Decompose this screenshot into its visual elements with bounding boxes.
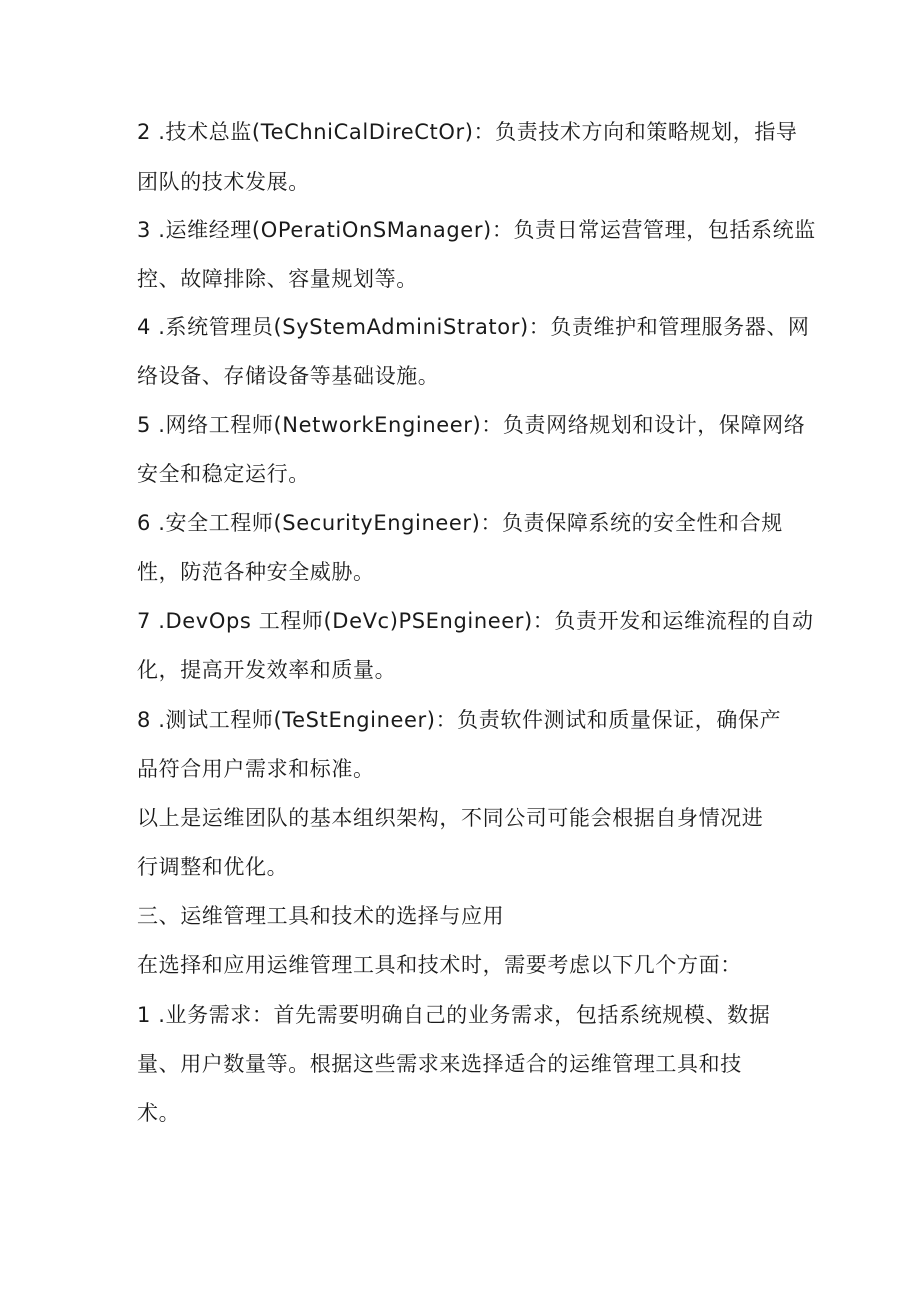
list-item-4-line-2: 络设备、存储设备等基础设施。 [137,364,440,388]
list-item-7-line-1: 7 .DevOps 工程师(DeVc)PSEngineer)：负责开发和运维流程的自动 [137,609,814,633]
list-item-5-line-2: 安全和稳定运行。 [137,462,310,486]
list-item-1-line-1: 1 .业务需求：首先需要明确自己的业务需求，包括系统规模、数据 [137,1003,771,1027]
list-item-6-line-2: 性，防范各种安全威胁。 [137,560,375,584]
summary-paragraph-line-2: 行调整和优化。 [137,855,289,879]
list-item-4-line-1: 4 .系统管理员(SyStemAdminiStrator)：负责维护和管理服务器、网 [137,315,810,339]
list-item-1-line-3: 术。 [137,1101,181,1125]
list-item-7-line-2: 化，提高开发效率和质量。 [137,658,397,682]
list-item-2-line-1: 2 .技术总监(TeChniCalDireCtOr)：负责技术方向和策略规划，指导 [137,120,798,144]
list-item-8-line-1: 8 .测试工程师(TeStEngineer)：负责软件测试和质量保证，确保产 [137,708,782,732]
list-item-1-line-2: 量、用户数量等。根据这些需求来选择适合的运维管理工具和技 [137,1052,742,1076]
summary-paragraph-line-1: 以上是运维团队的基本组织架构，不同公司可能会根据自身情况进 [137,806,764,830]
section-heading: 三、运维管理工具和技术的选择与应用 [137,904,505,928]
list-item-3-line-1: 3 .运维经理(OPeratiOnSManager)：负责日常运营管理，包括系统监 [137,218,816,242]
intro-paragraph: 在选择和应用运维管理工具和技术时，需要考虑以下几个方面： [137,953,742,977]
list-item-5-line-1: 5 .网络工程师(NetworkEngineer)：负责网络规划和设计，保障网络 [137,413,806,437]
list-item-6-line-1: 6 .安全工程师(SecurityEngineer)：负责保障系统的安全性和合规 [137,511,783,535]
list-item-8-line-2: 品符合用户需求和标准。 [137,757,375,781]
list-item-3-line-2: 控、故障排除、容量规划等。 [137,267,418,291]
list-item-2-line-2: 团队的技术发展。 [137,170,310,194]
